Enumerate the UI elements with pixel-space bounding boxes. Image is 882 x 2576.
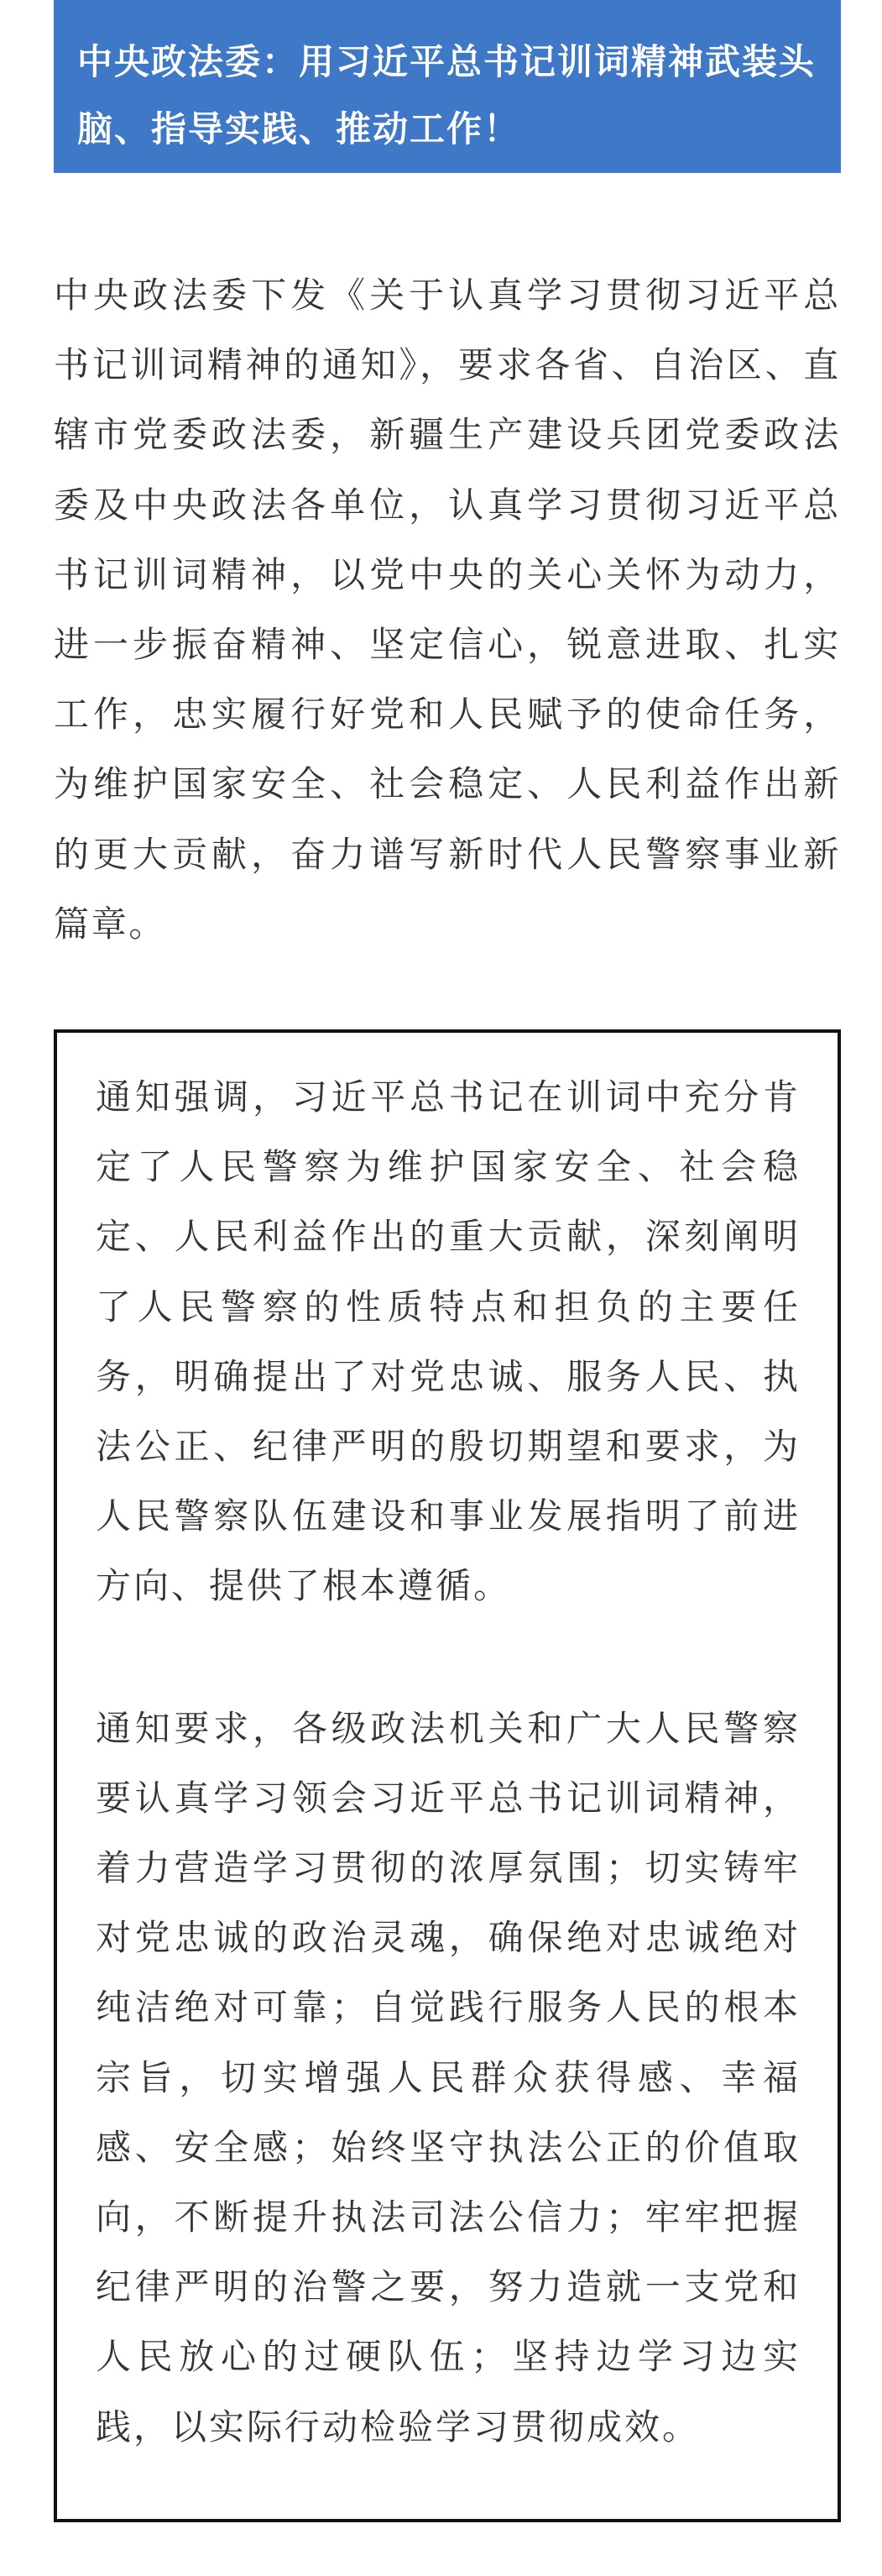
article-title: 中央政法委：用习近平总书记训词精神武装头脑、指导实践、推动工作！ [77,41,817,149]
box-paragraph-requirements: 通知要求，各级政法机关和广大人民警察要认真学习领会习近平总书记训词精神，着力营造学习贯彻的浓厚氛围；切实铸牢对党忠诚的政治灵魂，确保绝对忠诚绝对纯洁绝对可靠；自觉践行服务人民的根本宗旨，切实增强人民群众获得感、幸福感、安全感；始终坚守执法公正的价值取向，不断提升执法司法公信力；牢牢把握纪律严明的治警之要，努力造就一支党和人民放心的过硬队伍；坚持边学习边实践，以实际行动检验学习贯彻成效。 [96,1707,801,2448]
box-paragraph-emphasis: 通知强调，习近平总书记在训词中充分肯定了人民警察为维护国家安全、社会稳定、人民利益作出的重大贡献，深刻阐明了人民警察的性质特点和担负的主要任务，明确提出了对党忠诚、服务人民、执法公正、纪律严明的殷切期望和要求，为人民警察队伍建设和事业发展指明了前进方向、提供了根本遵循。 [96,1076,801,1607]
intro-paragraph: 中央政法委下发《关于认真学习贯彻习近平总书记训词精神的通知》，要求各省、自治区、直辖市党委政法委，新疆生产建设兵团党委政法委及中央政法各单位，认真学习贯彻习近平总书记训词精神，以党中央的关心关怀为动力，进一步振奋精神、坚定信心，锐意进取、扎实工作，忠实履行好党和人民赋予的使命任务，为维护国家安全、社会稳定、人民利益作出新的更大贡献，奋力谱写新时代人民警察事业新篇章。 [54,275,841,945]
title-banner [54,0,841,173]
highlight-box [54,1029,841,2522]
